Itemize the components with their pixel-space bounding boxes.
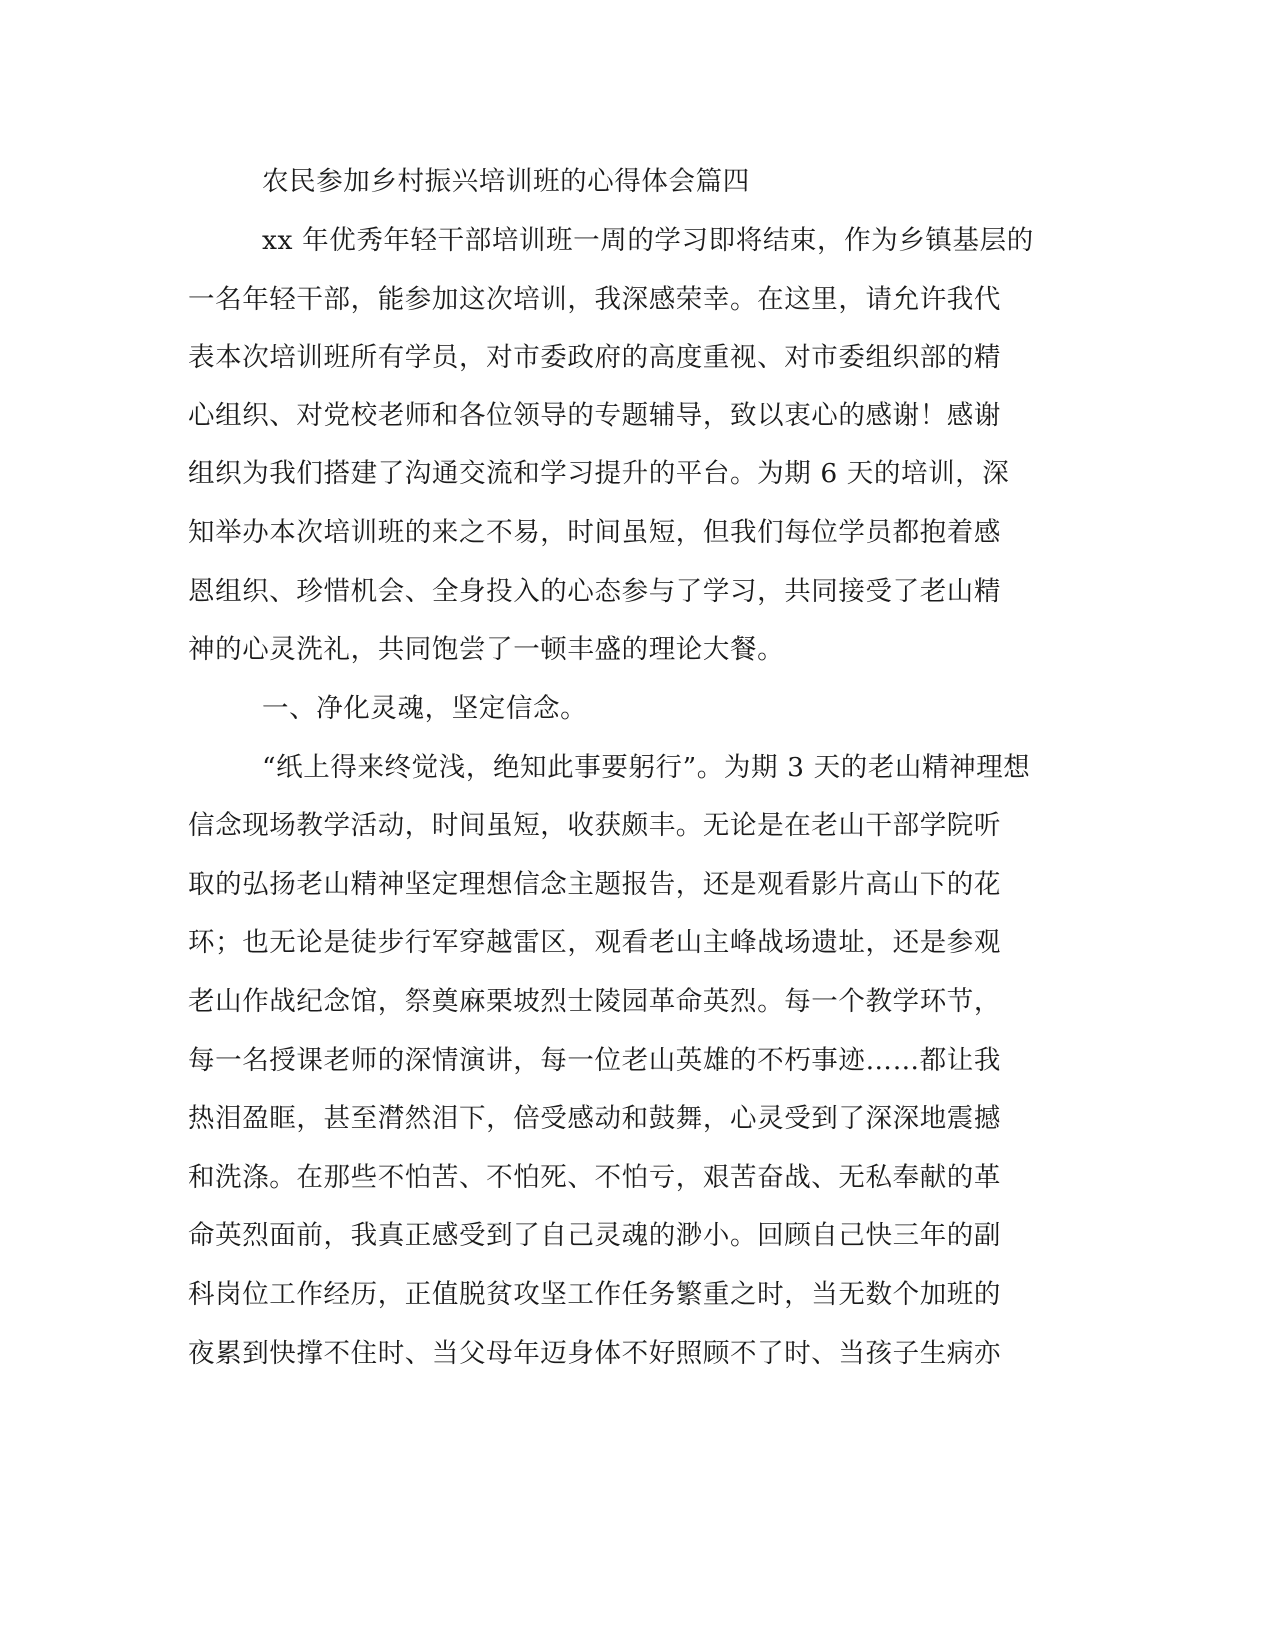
paragraph-line: 取的弘扬老山精神坚定理想信念主题报告，还是观看影片高山下的花 [188,869,1001,900]
paragraph-line: 和洗涤。在那些不怕苦、不怕死、不怕亏，艰苦奋战、无私奉献的革 [188,1162,1001,1193]
paragraph-line: 夜累到快撑不住时、当父母年迈身体不好照顾不了时、当孩子生病亦 [188,1338,1001,1369]
paragraph-line: 命英烈面前，我真正感受到了自己灵魂的渺小。回顾自己快三年的副 [188,1220,1001,1251]
paragraph-line: 每一名授课老师的深情演讲，每一位老山英雄的不朽事迹……都让我 [188,1045,1001,1076]
paragraph-line: “纸上得来终觉浅，绝知此事要躬行”。为期 3 天的老山精神理想 [262,752,1031,783]
paragraph-line: xx 年优秀年轻干部培训班一周的学习即将结束，作为乡镇基层的 [262,225,1034,256]
paragraph-line: 神的心灵洗礼，共同饱尝了一顿丰盛的理论大餐。 [188,634,785,665]
paragraph-line: 热泪盈眶，甚至潸然泪下，倍受感动和鼓舞，心灵受到了深深地震撼 [188,1103,1001,1134]
paragraph-line: 心组织、对党校老师和各位领导的专题辅导，致以衷心的感谢！感谢 [188,400,1001,431]
document-title: 农民参加乡村振兴培训班的心得体会篇四 [262,166,750,197]
paragraph-line: 环；也无论是徒步行军穿越雷区，观看老山主峰战场遗址，还是参观 [188,927,1001,958]
paragraph-line: 恩组织、珍惜机会、全身投入的心态参与了学习，共同接受了老山精 [188,576,1001,607]
paragraph-line: 信念现场教学活动，时间虽短，收获颇丰。无论是在老山干部学院听 [188,810,1001,841]
paragraph-line: 知举办本次培训班的来之不易，时间虽短，但我们每位学员都抱着感 [188,517,1001,548]
paragraph-line: 表本次培训班所有学员，对市委政府的高度重视、对市委组织部的精 [188,342,1001,373]
paragraph-line: 一名年轻干部，能参加这次培训，我深感荣幸。在这里，请允许我代 [188,284,1001,315]
paragraph-line: 组织为我们搭建了沟通交流和学习提升的平台。为期 6 天的培训，深 [188,458,1010,489]
paragraph-line: 科岗位工作经历，正值脱贫攻坚工作任务繁重之时，当无数个加班的 [188,1279,1001,1310]
paragraph-line: 老山作战纪念馆，祭奠麻栗坡烈士陵园革命英烈。每一个教学环节， [188,986,1001,1017]
section-heading: 一、净化灵魂，坚定信念。 [262,693,588,724]
